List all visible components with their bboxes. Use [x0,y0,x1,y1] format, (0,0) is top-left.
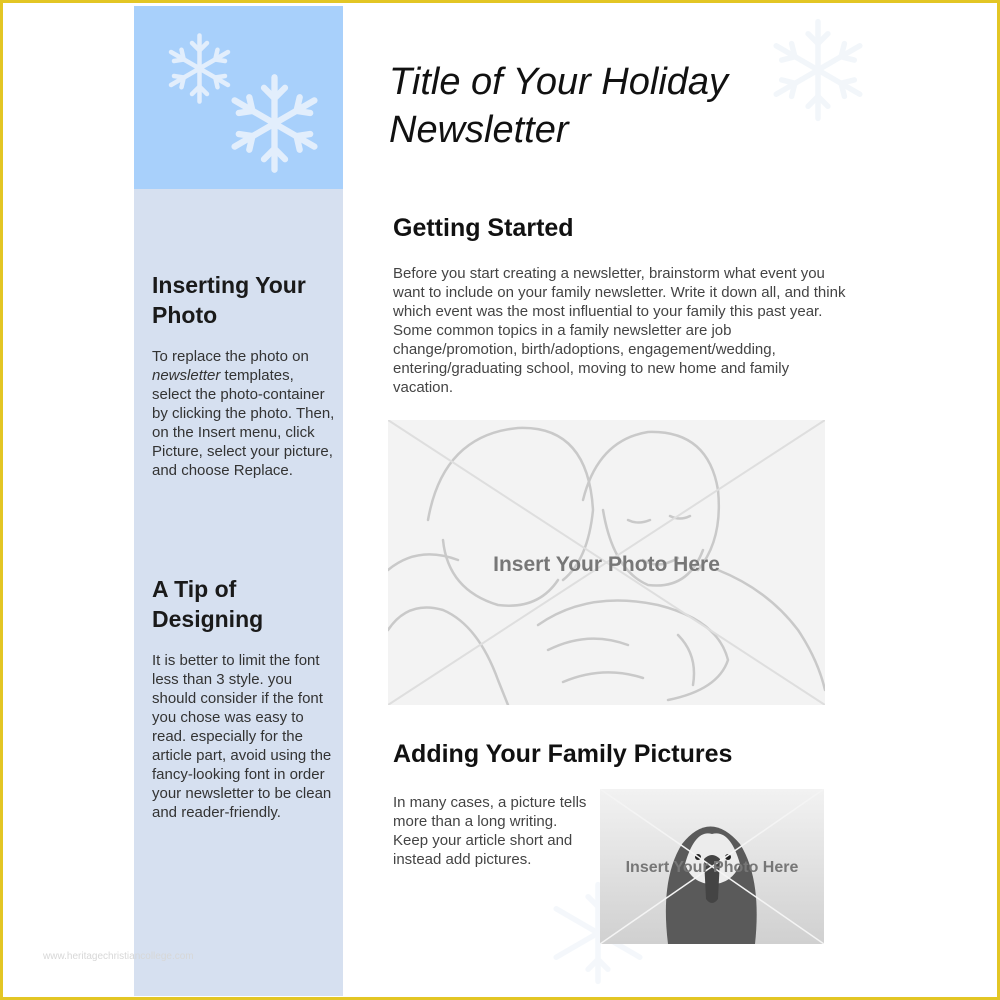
heading-getting-started: Getting Started [393,214,574,242]
photo-placeholder-puffin[interactable] [600,789,824,944]
photo-placeholder-family[interactable] [388,420,825,705]
sidebar-text-inserting-photo [152,347,336,480]
newsletter-title: Title of Your Holiday Newsletter [389,61,729,151]
sidebar-header-panel [134,6,343,189]
sidebar [134,6,343,996]
snowflake-icon [222,71,327,176]
sidebar-heading-design-tip: A Tip of Designing [152,576,264,632]
sidebar-text-italic: newsletter [152,367,221,384]
photo-placeholder-label: Insert Your Photo Here [493,553,720,576]
sidebar-text-part: templates, select the photo-container by clicking the photo. Then, on the Insert menu, click Picture, select your picture, and choose Replace. [152,367,335,479]
watermark-text: www.heritagechristiancollege.com [43,951,194,962]
heading-family-pictures: Adding Your Family Pictures [393,740,733,768]
text-getting-started: Before you start creating a newsletter, brainstorm what event you want to include on your family newsletter. Write it down all, and think which event was the most influential to your family this past year. Some common topics in a family newsletter are job change/promotion, birth/adoptions, engagement/wedding, entering/graduating school, moving to new home and family vacation. [393,265,846,396]
sidebar-text-design-tip: It is better to limit the font less than 3 style. you should consider if the font you chose was easy to read. especially for the article part, avoid using the fancy-looking font in order your newsletter to be clean and reader-friendly. [152,652,332,821]
sidebar-heading-inserting-photo: Inserting Your Photo [152,272,306,328]
text-family-pictures: In many cases, a picture tells more than a long writing. Keep your article short and instead add pictures. [393,794,587,868]
photo-placeholder-label: Insert Your Photo Here [625,859,799,876]
sidebar-text-part: To replace the photo on [152,348,309,365]
